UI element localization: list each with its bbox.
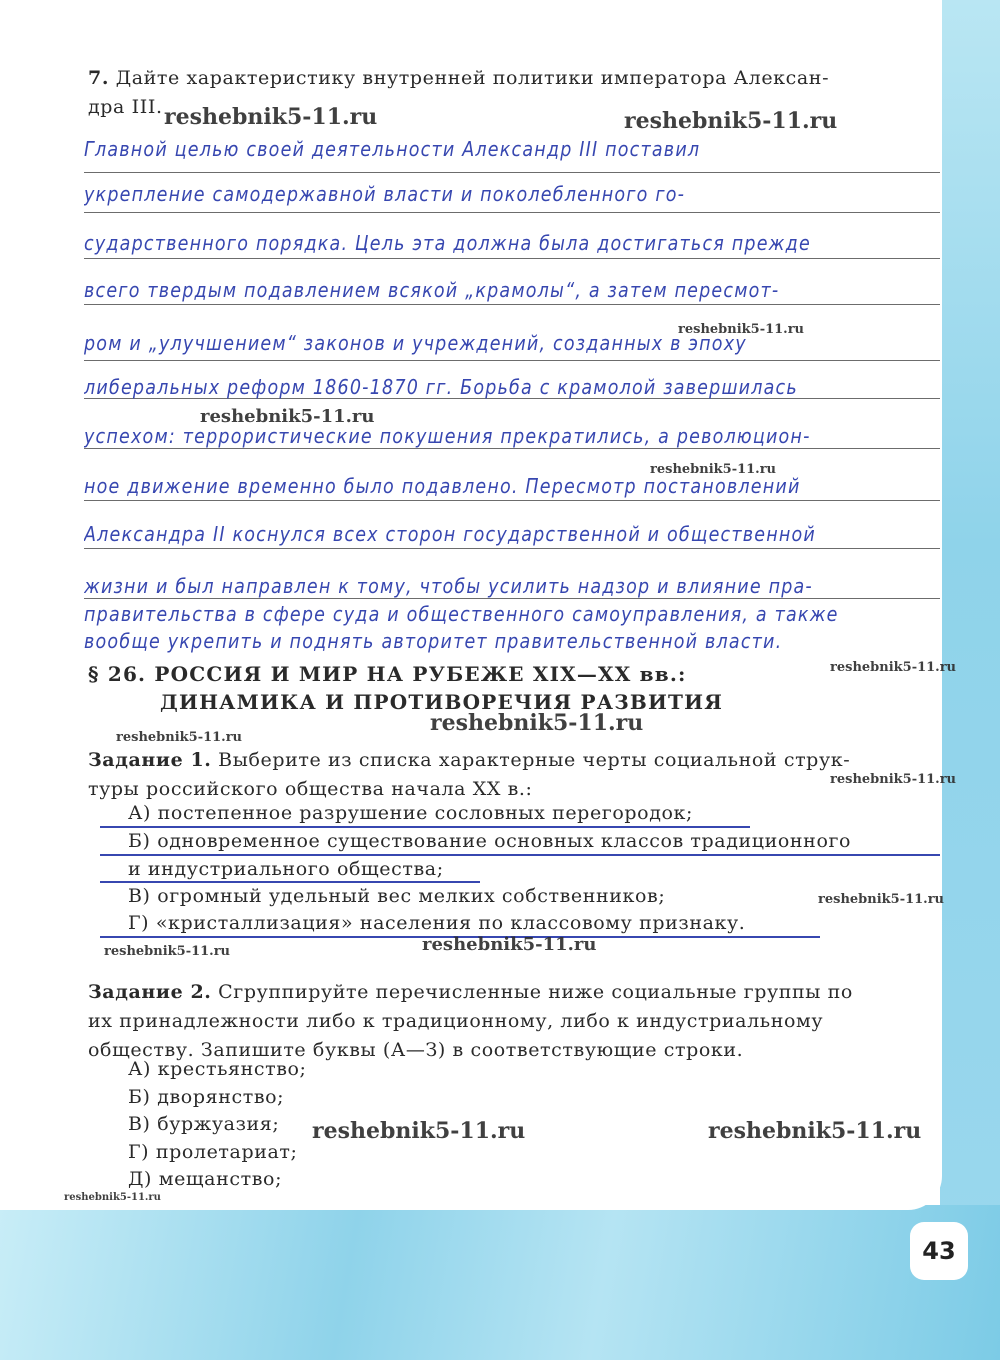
watermark: reshebnik5-11.ru xyxy=(200,406,375,427)
answer-rule xyxy=(84,548,940,549)
watermark: reshebnik5-11.ru xyxy=(678,322,805,337)
task1-option-b-cont: и индустриального общества; xyxy=(128,858,444,880)
answer-rule xyxy=(84,212,940,213)
answer-line: вообще укрепить и поднять авторитет правительственной власти. xyxy=(84,630,783,654)
answer-line: укрепление самодержавной власти и поколебленного го- xyxy=(84,183,686,207)
answer-rule xyxy=(84,304,940,305)
task2-question xyxy=(88,978,930,1065)
answer-line: ное движение временно было подавлено. Пересмотр постановлений xyxy=(84,475,801,499)
watermark: reshebnik5-11.ru xyxy=(624,108,838,134)
watermark: reshebnik5-11.ru xyxy=(818,892,945,907)
watermark: reshebnik5-11.ru xyxy=(312,1118,526,1144)
task1-option-a: А) постепенное разрушение сословных перегородок; xyxy=(128,802,694,824)
task7-text-line2: дра III. xyxy=(88,96,163,118)
option-a-underline xyxy=(100,826,750,828)
watermark: reshebnik5-11.ru xyxy=(164,104,378,130)
task2-option-g: Г) пролетариат; xyxy=(128,1141,298,1163)
task1-option-v: В) огромный удельный вес мелких собственников; xyxy=(128,885,666,907)
watermark: reshebnik5-11.ru xyxy=(708,1118,922,1144)
answer-line: сударственного порядка. Цель эта должна была достигаться прежде xyxy=(84,232,811,256)
watermark: reshebnik5-11.ru xyxy=(64,1192,161,1203)
watermark: reshebnik5-11.ru xyxy=(830,772,957,787)
section-title xyxy=(88,660,948,716)
section-title-line1: § 26. РОССИЯ И МИР НА РУБЕЖЕ XIX—XX вв.: xyxy=(88,662,687,686)
task2-option-v: В) буржуазия; xyxy=(128,1113,280,1135)
task2-option-d: Д) мещанство; xyxy=(128,1168,283,1190)
answer-line: всего твердым подавлением всякой „крамолы“, а затем пересмот- xyxy=(84,279,780,303)
task1-text-line1: Выберите из списка характерные черты социальной струк- xyxy=(218,749,851,771)
option-b-cont-underline xyxy=(100,881,480,883)
task1-question xyxy=(88,746,930,804)
decorative-bottom-band xyxy=(0,1205,1000,1360)
task7-text-line1: Дайте характеристику внутренней политики императора Алексан- xyxy=(115,67,830,89)
answer-line: правительства в сфере суда и общественного самоуправления, а также xyxy=(84,603,839,627)
option-b-underline xyxy=(100,854,940,856)
task1-text-line2: туры российского общества начала XX в.: xyxy=(88,778,533,800)
task1-option-g: Г) «кристаллизация» населения по классовому признаку. xyxy=(128,912,746,934)
watermark: reshebnik5-11.ru xyxy=(422,934,597,955)
answer-line: Главной целью своей деятельности Александр III поставил xyxy=(84,138,701,162)
task2-option-b: Б) дворянство; xyxy=(128,1086,285,1108)
task1-label: Задание 1. xyxy=(88,749,212,771)
watermark: reshebnik5-11.ru xyxy=(104,944,231,959)
answer-rule xyxy=(84,172,940,173)
answer-rule xyxy=(84,500,940,501)
answer-rule xyxy=(84,258,940,259)
watermark: reshebnik5-11.ru xyxy=(650,462,777,477)
task2-text-line2: их принадлежности либо к традиционному, либо к индустриальному xyxy=(88,1010,824,1032)
answer-line: ром и „улучшением“ законов и учреждений, созданных в эпоху xyxy=(84,332,747,356)
watermark: reshebnik5-11.ru xyxy=(116,730,243,745)
task7-number: 7. xyxy=(88,67,110,89)
answer-line: Александра II коснулся всех сторон государственной и общественной xyxy=(84,523,816,547)
task2-option-a: А) крестьянство; xyxy=(128,1058,307,1080)
section-title-line2: ДИНАМИКА И ПРОТИВОРЕЧИЯ РАЗВИТИЯ xyxy=(160,690,724,714)
watermark: reshebnik5-11.ru xyxy=(430,710,644,736)
page-number: 43 xyxy=(910,1222,968,1280)
answer-line: либеральных реформ 1860-1870 гг. Борьба с крамолой завершилась xyxy=(84,376,798,400)
answer-line: жизни и был направлен к тому, чтобы усилить надзор и влияние пра- xyxy=(84,575,813,599)
task1-option-b: Б) одновременное существование основных классов традиционного xyxy=(128,830,852,852)
task2-label: Задание 2. xyxy=(88,981,212,1003)
decorative-side-band xyxy=(940,0,1000,1360)
answer-line: успехом: террористические покушения прекратились, а революцион- xyxy=(84,425,811,449)
task2-text-line1: Сгруппируйте перечисленные ниже социальные группы по xyxy=(218,981,853,1003)
watermark: reshebnik5-11.ru xyxy=(830,660,957,675)
answer-rule xyxy=(84,360,940,361)
task2-text-line3: обществу. Запишите буквы (А—З) в соответствующие строки. xyxy=(88,1039,744,1061)
